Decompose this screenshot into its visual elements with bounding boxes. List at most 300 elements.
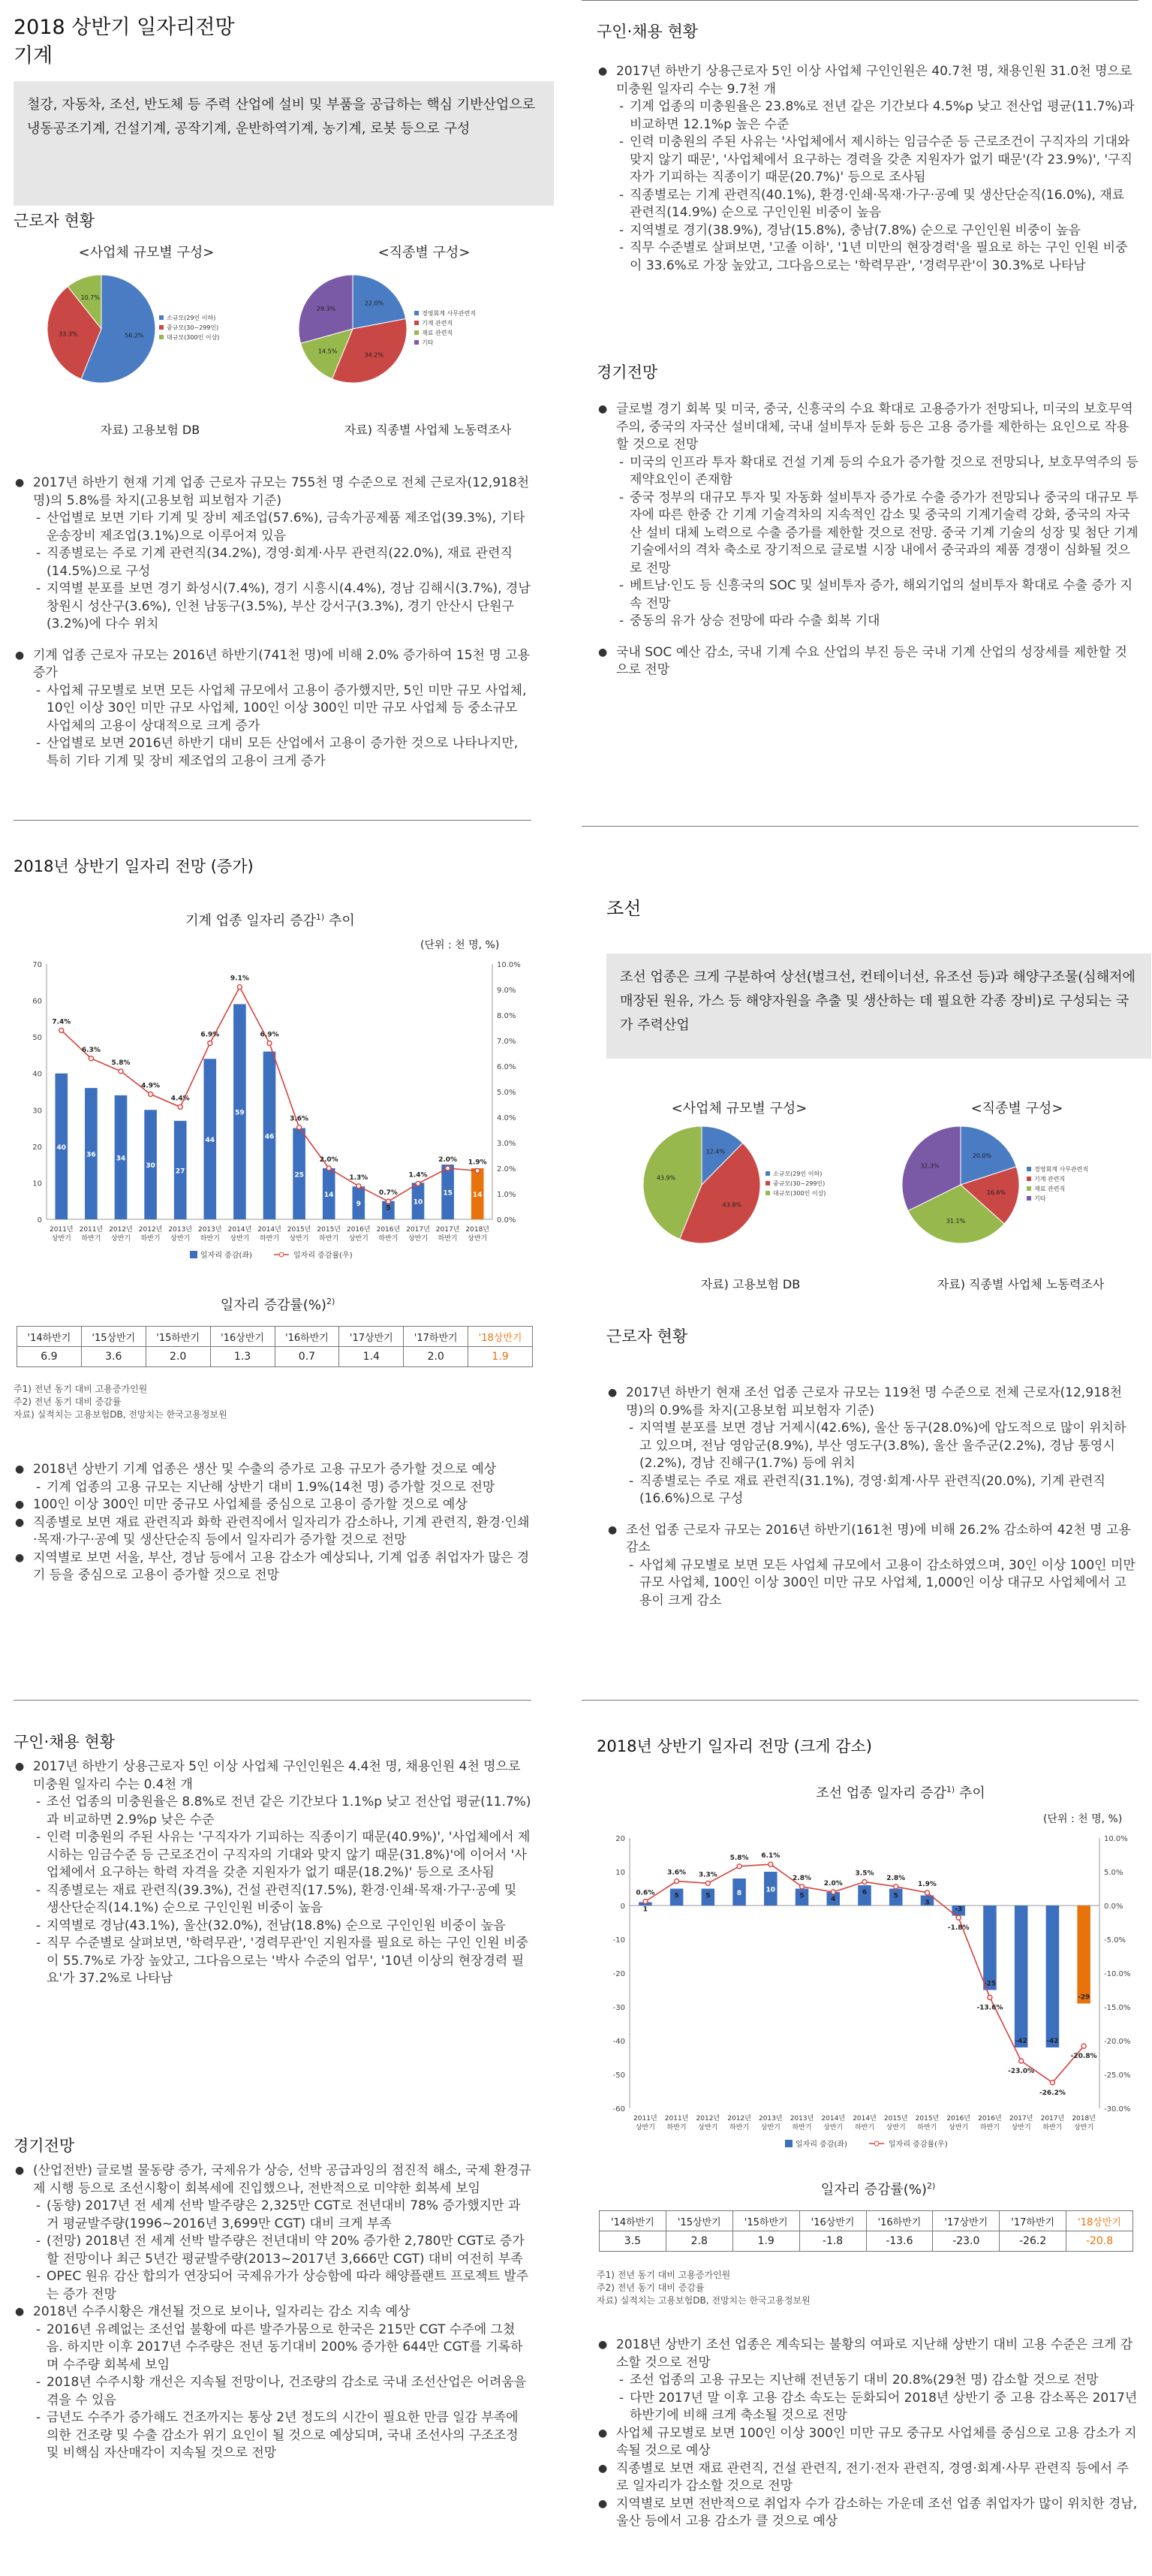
table-value-cell: 1.9 bbox=[468, 1347, 533, 1367]
x-tick-label: 2014년 bbox=[257, 1226, 281, 1234]
line-value-label: 6.9% bbox=[260, 1031, 279, 1039]
legend-line-marker bbox=[874, 2141, 879, 2146]
machinery-table-title-text: 일자리 증감률(%) bbox=[220, 1297, 326, 1313]
table-value-cell: 3.6 bbox=[81, 1347, 146, 1367]
y-tick-left: -10 bbox=[612, 1936, 625, 1945]
ship-chart-title-suffix: 추이 bbox=[955, 1785, 985, 1801]
bar-value-label: 44 bbox=[205, 1137, 215, 1145]
line-value-label: -20.8% bbox=[1070, 2053, 1097, 2061]
y-tick-right: 4.0% bbox=[497, 1114, 516, 1122]
x-tick-label: 상반기 bbox=[1074, 2124, 1094, 2132]
legend-bar-label: 일자리 증감(좌) bbox=[796, 2141, 847, 2149]
line-value-label: 6.1% bbox=[761, 1852, 781, 1860]
machinery-workers-list bbox=[14, 475, 531, 770]
bar-value-label: 5 bbox=[705, 1892, 711, 1900]
line-point bbox=[446, 1166, 450, 1170]
list-item: - 직종별로는 주로 기계 관련직(34.2%), 경영·회계·사무 관련직(22.0%), 재료 관련직(14.5%)으로 구성 bbox=[14, 545, 531, 580]
line-value-label: 1.4% bbox=[408, 1171, 428, 1180]
table-value-cell: 2.0 bbox=[146, 1347, 210, 1367]
legend-line-marker bbox=[279, 1252, 284, 1257]
x-tick-label: 하반기 bbox=[319, 1235, 339, 1243]
y-tick-right: 9.0% bbox=[497, 987, 516, 995]
y-tick-left: 60 bbox=[32, 997, 42, 1006]
machinery-chart-title bbox=[90, 910, 450, 929]
y-tick-left: 70 bbox=[32, 961, 42, 969]
footnote: 자료) 실적치는 고용보험DB, 전망치는 한국고용정보원 bbox=[14, 1409, 227, 1420]
line-point bbox=[297, 1125, 302, 1130]
table-header-cell: '15하반기 bbox=[732, 2211, 799, 2231]
line-point bbox=[59, 1028, 64, 1032]
ship-pie1-title: <사업체 규모별 구성> bbox=[671, 1101, 808, 1116]
x-tick-label: 2015년 bbox=[915, 2115, 940, 2123]
y-tick-right: 10.0% bbox=[1104, 1835, 1128, 1843]
table-value-cell: 0.7 bbox=[275, 1347, 339, 1367]
legend-label: 재료 관련직 bbox=[1034, 1186, 1066, 1192]
x-tick-label: 상반기 bbox=[760, 2124, 781, 2132]
bar-value-label: 36 bbox=[86, 1151, 96, 1159]
table-value-cell: -20.8 bbox=[1066, 2231, 1133, 2252]
machinery-size-pie-chart bbox=[30, 269, 278, 396]
ship-intro-box bbox=[606, 954, 1151, 1059]
legend-line-label: 일자리 증감률(우) bbox=[293, 1252, 353, 1260]
bar-value-label: 5 bbox=[386, 1204, 391, 1213]
bar-value-label: 5 bbox=[799, 1892, 805, 1900]
table-value-cell: 1.4 bbox=[339, 1347, 404, 1367]
list-item: - 다만 2017년 말 이후 고용 감소 속도는 둔화되어 2018년 상반기 중 고용 감소폭은 2017년 하반기에 비해 크게 축소될 것으로 전망 bbox=[597, 2390, 1138, 2425]
list-item: - 지역별 분포를 보면 경남 거제시(42.6%), 울산 동구(28.0%)에 압도적으로 많이 위치하고 있으며, 전남 영암군(8.9%), 부산 영도구(3.8%), 울산 울주군(2.2%), 경남 통영시(2.2%), 경남 진해구(1.7%) 등에 위치 bbox=[606, 1420, 1135, 1473]
x-tick-label: 하반기 bbox=[666, 2124, 687, 2132]
list-item: ● 2017년 하반기 상용근로자 5인 이상 사업체 구인인원은 40.7천 명, 채용인원 31.0천 명으로 미충원 일자리 수는 9.7천 개 bbox=[597, 63, 1138, 98]
line-point bbox=[956, 1915, 961, 1920]
y-tick-right: 8.0% bbox=[497, 1012, 516, 1020]
legend-label: 기타 bbox=[422, 339, 434, 346]
machinery-rate-table bbox=[17, 1326, 533, 1367]
machinery-employment-chart bbox=[14, 955, 531, 1285]
list-item: - 기계 업종의 미충원율은 23.8%로 전년 같은 기간보다 4.5%p 낮고 전산업 평균(11.7%)과 비교하면 12.1%p 높은 수준 bbox=[597, 98, 1138, 134]
legend-label: 중규모(30~299인) bbox=[773, 1180, 826, 1187]
footnote: 주2) 전년 동기 대비 증감률 bbox=[597, 2282, 705, 2293]
legend-bar-label: 일자리 증감(좌) bbox=[200, 1252, 252, 1260]
list-item: - 지역별 분포를 보면 경기 화성시(7.4%), 경기 시흥시(4.4%), 경남 김해시(3.7%), 경남 창원시 성산구(3.6%), 인천 남동구(3.5%), 부산 강서구(3.3%), 경기 안산시 단원구(3.2%)에 다수 위치 bbox=[14, 580, 531, 634]
list-item: ● 기계 업종 근로자 규모는 2016년 하반기(741천 명)에 비해 2.0% 증가하여 15천 명 고용 증가 bbox=[14, 647, 531, 682]
table-header-cell: '17상반기 bbox=[933, 2211, 1000, 2231]
footnote: 자료) 실적치는 고용보험DB, 전망치는 한국고용정보원 bbox=[597, 2295, 811, 2306]
y-tick-left: 0 bbox=[620, 1903, 625, 1911]
x-tick-label: 2016년 bbox=[346, 1226, 371, 1234]
legend-swatch bbox=[159, 335, 164, 339]
chart-footnote-mark: 1) bbox=[315, 912, 325, 922]
list-item: - 2016년 유례없는 조선업 불황에 따른 발주가뭄으로 한국은 215만 CGT 수주에 그쳤음. 하지만 이후 2017년 수주량은 전년 동기대비 200% 증가한 644만 CGT를 기록하며 수주량 회복세 보임 bbox=[14, 2321, 531, 2375]
ship-pie2-source: 자료) 직종별 사업체 노동력조사 bbox=[937, 1277, 1105, 1291]
line-value-label: 1.3% bbox=[349, 1174, 368, 1182]
table-header-cell: '16하반기 bbox=[866, 2211, 933, 2231]
line-point bbox=[925, 1891, 929, 1895]
x-tick-label: 상반기 bbox=[289, 1235, 309, 1243]
table-header-cell: '15상반기 bbox=[666, 2211, 732, 2231]
table-header-cell: '18상반기 bbox=[468, 1327, 533, 1347]
footnote: 주2) 전년 동기 대비 증감률 bbox=[14, 1396, 122, 1407]
bar-value-label: 9 bbox=[356, 1201, 361, 1209]
pie-slice-label: 10.7% bbox=[80, 294, 101, 301]
y-tick-left: 20 bbox=[615, 1835, 625, 1843]
y-tick-left: 20 bbox=[32, 1143, 42, 1152]
pie-slice-label: 20.0% bbox=[972, 1152, 992, 1159]
legend-swatch bbox=[1027, 1167, 1031, 1171]
x-tick-label: 2011년 bbox=[49, 1226, 74, 1234]
bar bbox=[1015, 1906, 1028, 2047]
ship-workers-heading: 근로자 현황 bbox=[606, 1327, 688, 1345]
legend-label: 기계 관련직 bbox=[1034, 1176, 1066, 1183]
y-tick-left: -50 bbox=[612, 2071, 625, 2080]
line-point bbox=[356, 1184, 361, 1189]
bar-value-label: -42 bbox=[1015, 2038, 1027, 2045]
list-item: ● (산업전반) 글로벌 물동량 증가, 국제유가 상승, 선박 공급과잉의 점진적 해소, 국제 환경규제 시행 등으로 조선시황이 회복세에 진입했으나, 전반적으로 미약한 회복세 보임 bbox=[14, 2162, 531, 2198]
machinery-econ-heading: 경기전망 bbox=[597, 363, 658, 381]
ship-workers-list bbox=[606, 1384, 1135, 1610]
list-item: - 직무 수준별로 살펴보면, '학력무관', '경력무관'인 지원자를 필요로 하는 구인 인원 비중이 55.7%로 가장 높았고, 그다음으로는 '박사 수준의 업무', '10년 이상의 현장경력 필요'가 37.2%로 나타남 bbox=[14, 1935, 531, 1988]
ship-hiring-list bbox=[14, 1758, 531, 1988]
list-item: - 인력 미충원의 주된 사유는 '사업체에서 제시하는 임금수준 등 근로조건이 구직자의 기대와 맞지 않기 때문', '사업체에서 요구하는 경력을 갖춘 지원자가 없기 때문'(각 23.9%)', '구직자가 기피하는 직종이기 때문(20.7%)' 등으로 조사됨 bbox=[597, 134, 1138, 187]
table-value-cell: 6.9 bbox=[17, 1347, 82, 1367]
ship-hiring-heading: 구인·채용 현황 bbox=[14, 1733, 116, 1751]
line-point bbox=[769, 1862, 773, 1866]
bar-value-label: 10 bbox=[413, 1198, 423, 1207]
ship-chart-title bbox=[720, 1782, 1081, 1802]
bar-value-label: 5 bbox=[893, 1892, 898, 1900]
x-tick-label: 상반기 bbox=[949, 2124, 969, 2132]
table-header-cell: '15하반기 bbox=[146, 1327, 210, 1347]
y-tick-right: 6.0% bbox=[497, 1063, 516, 1071]
pie-slice-label: 33.3% bbox=[59, 330, 78, 338]
line-point bbox=[1050, 2080, 1054, 2085]
chart-footnote-mark: 1) bbox=[946, 1785, 955, 1794]
x-tick-label: 2011년 bbox=[79, 1226, 104, 1234]
x-tick-label: 상반기 bbox=[1011, 2124, 1031, 2132]
y-tick-right: 2.0% bbox=[497, 1165, 516, 1174]
table-header-cell: '18상반기 bbox=[1066, 2211, 1133, 2231]
y-tick-left: -30 bbox=[612, 2004, 625, 2012]
list-item: ● 2017년 하반기 상용근로자 5인 이상 사업체 구인인원은 4.4천 명, 채용인원 4천 명으로 미충원 일자리 수는 0.4천 개 bbox=[14, 1758, 531, 1794]
bar-value-label: 3 bbox=[925, 1899, 930, 1907]
list-spacer bbox=[606, 1508, 1135, 1522]
legend-line-label: 일자리 증감률(우) bbox=[889, 2141, 948, 2149]
table-value-cell: -1.8 bbox=[799, 2231, 866, 2252]
table-header-cell: '14하반기 bbox=[600, 2211, 666, 2231]
bar-value-label: 5 bbox=[674, 1892, 679, 1900]
x-tick-label: 2016년 bbox=[978, 2115, 1002, 2123]
x-tick-label: 상반기 bbox=[823, 2124, 844, 2132]
list-item: ● 조선 업종 근로자 규모는 2016년 하반기(161천 명)에 비해 26.2% 감소하여 42천 명 고용 감소 bbox=[606, 1522, 1135, 1557]
ship-size-pie-chart bbox=[630, 1119, 878, 1254]
y-tick-left: 40 bbox=[32, 1070, 42, 1079]
line-value-label: 2.0% bbox=[438, 1156, 458, 1164]
line-value-label: 3.6% bbox=[667, 1869, 687, 1877]
legend-label: 소규모(29인 이하) bbox=[773, 1170, 823, 1177]
legend-swatch bbox=[765, 1191, 770, 1195]
bar-value-label: -25 bbox=[983, 1980, 997, 1988]
legend-swatch bbox=[1027, 1177, 1031, 1181]
legend-label: 중규모(30~299인) bbox=[167, 324, 219, 331]
x-tick-label: 2013년 bbox=[197, 1226, 222, 1234]
machinery-intro-box bbox=[14, 81, 554, 206]
x-tick-label: 상반기 bbox=[886, 2124, 906, 2132]
list-item: - 인력 미충원의 주된 사유는 '구직자가 기피하는 직종이기 때문(40.9%)', '사업체에서 제시하는 임금수준 등 근로조건이 구직자의 기대와 맞지 않기 때문(31.8%)'에 이어서 '사업체에서 요구하는 학력 자격을 갖춘 지원자가 없기 때문(18.2%)' 등으로 조사됨 bbox=[14, 1829, 531, 1882]
bar-value-label: 59 bbox=[235, 1109, 245, 1117]
table-footnote-mark: 2) bbox=[326, 1297, 335, 1306]
x-tick-label: 상반기 bbox=[635, 2124, 655, 2132]
bar-value-label: 25 bbox=[294, 1171, 304, 1180]
ship-pie2-title: <직종별 구성> bbox=[970, 1101, 1063, 1116]
x-tick-label: 2017년 bbox=[406, 1226, 430, 1234]
pie-slice-label: 14.5% bbox=[317, 348, 338, 355]
list-item: - 미국의 인프라 투자 확대로 건설 기계 등의 수요가 증가할 것으로 전망되나, 보호무역주의 등 제약요인이 존재함 bbox=[597, 454, 1138, 490]
list-item: ● 글로벌 경기 회복 및 미국, 중국, 신흥국의 수요 확대로 고용증가가 전망되나, 미국의 보호무역주의, 중국의 자국산 설비대체, 국내 설비투자 둔화 등은 고용 증가를 제한하는 요인으로 작용할 것으로 전망 bbox=[597, 401, 1138, 454]
y-tick-left: 10 bbox=[32, 1180, 42, 1189]
line-value-label: 9.1% bbox=[230, 975, 249, 983]
x-tick-label: 2015년 bbox=[287, 1226, 311, 1234]
divider bbox=[582, 0, 1138, 1]
bar-value-label: -42 bbox=[1046, 2038, 1059, 2045]
x-tick-label: 상반기 bbox=[348, 1235, 368, 1243]
list-item: - 중동의 유가 상승 전망에 따라 수출 회복 기대 bbox=[597, 613, 1138, 631]
line-point bbox=[119, 1069, 123, 1074]
machinery-chart-unit: (단위 : 천 명, %) bbox=[420, 939, 500, 951]
y-tick-right: 0.0% bbox=[497, 1216, 516, 1225]
list-item: - 직무 수준별로 살펴보면, '고졸 이하', '1년 미만의 현장경력'을 필요로 하는 구인 인원 비중이 33.6%로 가장 높았고, 그다음으로는 '학력무관', '경력무관'이 30.3%로 나타남 bbox=[597, 240, 1138, 275]
list-item: ● 사업체 규모별로 보면 100인 이상 300인 미만 규모 중규모 사업체를 중심으로 고용 감소가 지속될 것으로 예상 bbox=[597, 2425, 1138, 2460]
line-point bbox=[178, 1104, 182, 1109]
ship-econ-heading: 경기전망 bbox=[14, 2137, 75, 2155]
table-value-cell: 2.0 bbox=[404, 1347, 468, 1367]
table-header-cell: '14하반기 bbox=[17, 1327, 82, 1347]
line-point bbox=[267, 1041, 272, 1045]
bar-value-label: 27 bbox=[175, 1167, 185, 1176]
list-spacer bbox=[14, 634, 531, 647]
list-item: - 금년도 수주가 증가해도 건조까지는 통상 2년 정도의 시간이 필요한 만큼 일감 부족에 의한 건조량 및 수출 감소가 위기 요인이 될 것으로 예상되며, 국내 조선사의 구조조정 및 비핵심 자산매각이 지속될 것으로 전망 bbox=[14, 2409, 531, 2463]
table-value-cell: 2.8 bbox=[666, 2231, 732, 2252]
x-tick-label: 하반기 bbox=[854, 2124, 875, 2132]
pie-slice-label: 34.2% bbox=[364, 351, 383, 359]
x-tick-label: 2017년 bbox=[435, 1226, 460, 1234]
line-point bbox=[208, 1041, 212, 1045]
line-value-label: 1.9% bbox=[468, 1158, 487, 1167]
divider bbox=[582, 1700, 1138, 1701]
line-value-label: 3.6% bbox=[290, 1115, 309, 1123]
bar-value-label: 4 bbox=[831, 1896, 836, 1903]
pie-slice-label: 43.9% bbox=[656, 1174, 676, 1182]
bar bbox=[1046, 1906, 1060, 2047]
ship-outlook-heading: 2018년 상반기 일자리 전망 (크게 감소) bbox=[597, 1737, 872, 1755]
footnote: 주1) 전년 동기 대비 고용증가인원 bbox=[597, 2270, 731, 2280]
x-tick-label: 2011년 bbox=[664, 2115, 689, 2123]
line-point bbox=[988, 1995, 992, 1999]
line-value-label: -13.6% bbox=[976, 2004, 1003, 2012]
y-tick-left: -60 bbox=[612, 2105, 625, 2114]
x-tick-label: 2012년 bbox=[109, 1226, 133, 1234]
ship-chart-unit: (단위 : 천 명, %) bbox=[1043, 1813, 1123, 1825]
line-value-label: 2.8% bbox=[793, 1874, 812, 1882]
legend-swatch bbox=[1027, 1186, 1031, 1191]
table-footnote-mark: 2) bbox=[926, 2181, 936, 2191]
x-tick-label: 2015년 bbox=[883, 2115, 908, 2123]
ship-rate-table bbox=[599, 2210, 1133, 2252]
y-tick-right: 5.0% bbox=[1104, 1869, 1123, 1877]
line-value-label: 2.0% bbox=[823, 1880, 843, 1888]
x-tick-label: 2012년 bbox=[696, 2115, 720, 2123]
pie-slice-label: 16.6% bbox=[986, 1189, 1006, 1196]
machinery-pie2-source: 자료) 직종별 사업체 노동력조사 bbox=[344, 423, 512, 437]
line-value-label: 4.4% bbox=[170, 1095, 190, 1103]
line-point bbox=[675, 1879, 679, 1884]
line-value-label: -26.2% bbox=[1039, 2089, 1066, 2097]
footnote: 주1) 전년 동기 대비 고용증가인원 bbox=[14, 1384, 148, 1394]
x-tick-label: 2012년 bbox=[727, 2115, 751, 2123]
x-tick-label: 상반기 bbox=[110, 1235, 131, 1243]
machinery-econ-list bbox=[597, 401, 1138, 679]
line-point bbox=[1019, 2059, 1024, 2063]
x-tick-label: 하반기 bbox=[81, 1235, 101, 1243]
bar-value-label: 34 bbox=[116, 1155, 126, 1163]
line-point bbox=[705, 1881, 710, 1885]
machinery-notes bbox=[14, 1383, 464, 1421]
bar bbox=[983, 1906, 997, 1990]
list-item: - 직종별로는 재료 관련직(39.3%), 건설 관련직(17.5%), 환경·인쇄·목재·가구·공예 및 생산단순직(14.1%) 순으로 구인인원 비중이 높음 bbox=[14, 1882, 531, 1918]
table-value-cell: -26.2 bbox=[1000, 2231, 1066, 2252]
y-tick-right: 5.0% bbox=[497, 1089, 516, 1097]
y-tick-left: 50 bbox=[32, 1034, 42, 1043]
x-tick-label: 하반기 bbox=[917, 2124, 937, 2132]
ship-econ-list bbox=[14, 2162, 531, 2463]
bar-value-label: 30 bbox=[146, 1162, 155, 1170]
machinery-hiring-heading: 구인·채용 현황 bbox=[597, 23, 699, 41]
y-tick-left: 10 bbox=[615, 1869, 625, 1877]
list-item: - 사업체 규모별로 보면 모든 사업체 규모에서 고용이 감소하였으며, 30인 이상 100인 미만 규모 사업체, 100인 이상 300인 미만 규모 사업체, 1,000인 이상 대규모 사업체에서 고용이 크게 감소 bbox=[606, 1557, 1135, 1610]
table-value-cell: -13.6 bbox=[866, 2231, 933, 2252]
line-point bbox=[737, 1864, 741, 1869]
machinery-pie1-title: <사업체 규모별 구성> bbox=[78, 245, 215, 261]
line-value-label: 3.5% bbox=[855, 1869, 874, 1878]
section-title-machinery: 기계 bbox=[14, 44, 53, 68]
list-item: - 기계 업종의 고용 규모는 지난해 상반기 대비 1.9%(14천 명) 증가할 것으로 전망 bbox=[14, 1479, 531, 1497]
pie-slice-label: 43.8% bbox=[722, 1201, 742, 1209]
y-tick-right: -5.0% bbox=[1104, 1936, 1126, 1945]
list-item: - 2018년 수주시황 개선은 지속될 전망이나, 건조량의 감소로 국내 조선산업은 어려움을 겪을 수 있음 bbox=[14, 2374, 531, 2409]
y-tick-right: -25.0% bbox=[1104, 2071, 1131, 2080]
machinery-table-title bbox=[173, 1294, 383, 1314]
line-value-label: 5.8% bbox=[729, 1854, 749, 1862]
pie-slice-label: 22.0% bbox=[364, 300, 384, 307]
x-tick-label: 2012년 bbox=[138, 1226, 163, 1234]
x-tick-label: 상반기 bbox=[230, 1235, 250, 1243]
section-title-shipbuilding: 조선 bbox=[606, 898, 642, 919]
line-value-label: 6.9% bbox=[200, 1031, 220, 1039]
y-tick-right: 0.0% bbox=[1104, 1903, 1123, 1911]
line-value-label: 5.8% bbox=[111, 1059, 131, 1067]
bar-value-label: 8 bbox=[736, 1890, 742, 1897]
table-value-cell: 3.5 bbox=[600, 2231, 666, 2252]
ship-table-title bbox=[765, 2179, 991, 2198]
x-tick-label: 2014년 bbox=[853, 2115, 877, 2123]
list-item: - 산업별로 보면 2016년 하반기 대비 모든 산업에서 고용이 증가한 것으로 나타나지만, 특히 기타 기계 및 장비 제조업의 고용이 크게 증가 bbox=[14, 735, 531, 770]
list-item: - 산업별로 보면 기타 기계 및 장비 제조업(57.6%), 금속가공제품 제조업(39.3%), 기타 운송장비 제조업(3.1%)으로 이루어져 있음 bbox=[14, 510, 531, 545]
x-tick-label: 2011년 bbox=[633, 2115, 657, 2123]
x-tick-label: 2016년 bbox=[946, 2115, 971, 2123]
line-point bbox=[149, 1092, 153, 1096]
table-value-cell: 1.3 bbox=[210, 1347, 275, 1367]
line-point bbox=[237, 985, 242, 990]
y-tick-right: -10.0% bbox=[1104, 1970, 1131, 1978]
line-value-label: 3.3% bbox=[698, 1871, 717, 1879]
list-item: - 조선 업종의 미충원율은 8.8%로 전년 같은 기간보다 1.1%p 낮고 전산업 평균(11.7%)과 비교하면 2.9%p 낮은 수준 bbox=[14, 1794, 531, 1829]
y-tick-right: -30.0% bbox=[1104, 2105, 1131, 2114]
x-tick-label: 하반기 bbox=[438, 1235, 458, 1243]
bar-value-label: 14 bbox=[323, 1192, 334, 1199]
line-value-label: -23.0% bbox=[1008, 2068, 1035, 2075]
pie-slice-label: 12.4% bbox=[705, 1148, 726, 1155]
legend-label: 대규모(300인 이상) bbox=[167, 334, 220, 341]
x-tick-label: 하반기 bbox=[378, 1235, 399, 1243]
x-tick-label: 2016년 bbox=[376, 1226, 401, 1234]
y-tick-right: 10.0% bbox=[497, 961, 521, 969]
legend-swatch bbox=[414, 321, 419, 325]
x-tick-label: 하반기 bbox=[200, 1235, 220, 1243]
x-tick-label: 2013년 bbox=[790, 2115, 814, 2123]
x-tick-label: 상반기 bbox=[408, 1235, 429, 1243]
ship-table-title-text: 일자리 증감률(%) bbox=[820, 2182, 927, 2198]
machinery-outlook-list bbox=[14, 1461, 531, 1585]
list-spacer bbox=[597, 631, 1138, 644]
ship-notes bbox=[597, 2269, 1047, 2307]
bar-value-label: -3 bbox=[955, 1906, 963, 1914]
x-tick-label: 하반기 bbox=[792, 2124, 812, 2132]
pie-slice-label: 32.3% bbox=[920, 1162, 940, 1170]
divider bbox=[582, 826, 1138, 827]
list-item: ● 직종별로 보면 재료 관련직, 건설 관련직, 전기·전자 관련직, 경영·회계·사무 관련직 등에서 주로 일자리가 감소할 것으로 전망 bbox=[597, 2460, 1138, 2496]
x-tick-label: 상반기 bbox=[51, 1235, 71, 1243]
legend-swatch bbox=[1027, 1196, 1031, 1201]
x-tick-label: 2015년 bbox=[317, 1226, 341, 1234]
table-header-cell: '16상반기 bbox=[799, 2211, 866, 2231]
y-tick-right: 7.0% bbox=[497, 1038, 516, 1046]
line-point bbox=[416, 1181, 420, 1186]
list-item: - 사업체 규모별로 보면 모든 사업체 규모에서 고용이 증가했지만, 5인 미만 규모 사업체, 10인 이상 30인 미만 규모 사업체, 100인 이상 300인 미만 규모 사업체 등 중소규모 사업체의 고용이 상대적으로 크게 증가 bbox=[14, 682, 531, 736]
line-point bbox=[1081, 2044, 1086, 2048]
machinery-job-pie-chart bbox=[270, 269, 525, 396]
list-item: ● 직종별로 보면 재료 관련직과 화학 관련직에서 일자리가 감소하나, 기계 관련직, 환경·인쇄·목재·가구·공예 및 생산단순직 등에서 일자리가 증가할 것으로 전망 bbox=[14, 1514, 531, 1550]
pie-slice-label: 56.2% bbox=[125, 332, 144, 339]
bar-value-label: 1 bbox=[642, 1906, 648, 1914]
y-tick-left: -20 bbox=[612, 1970, 625, 1978]
machinery-intro-text: 철강, 자동차, 조선, 반도체 등 주력 산업에 설비 및 부품을 공급하는 핵심 기반산업으로 냉동공조기계, 건설기계, 공작기계, 운반하역기계, 농기계, 로봇 등으로 구성 bbox=[27, 97, 536, 137]
x-tick-label: 2018년 bbox=[1072, 2115, 1096, 2123]
line-value-label: 0.6% bbox=[636, 1889, 655, 1897]
legend-label: 경영회계 사무관련직 bbox=[422, 310, 477, 317]
line-point bbox=[386, 1199, 390, 1204]
ship-chart-title-text: 조선 업종 일자리 증감 bbox=[816, 1785, 946, 1801]
list-item: - 지역별로 경남(43.1%), 울산(32.0%), 전남(18.8%) 순으로 구인인원 비중이 높음 bbox=[14, 1918, 531, 1936]
y-tick-right: -15.0% bbox=[1104, 2004, 1131, 2012]
machinery-chart-title-text: 기계 업종 일자리 증감 bbox=[185, 913, 316, 929]
table-value-cell: -23.0 bbox=[933, 2231, 1000, 2252]
legend-swatch bbox=[159, 325, 164, 330]
list-item: - (전망) 2018년 전 세계 선박 발주량은 전년대비 약 20% 증가한 2,780만 CGT로 증가할 전망이나 최근 5년간 평균발주량(2013~2017년 3,666만 CGT) 대비 여전히 부족 bbox=[14, 2233, 531, 2268]
bar-value-label: 6 bbox=[862, 1889, 868, 1897]
bar-value-label: 10 bbox=[765, 1886, 776, 1894]
machinery-outlook-heading: 2018년 상반기 일자리 전망 (증가) bbox=[14, 857, 254, 875]
line-point bbox=[89, 1056, 93, 1061]
list-item: ● 지역별로 보면 전반적으로 취업자 수가 감소하는 가운데 조선 업종 취업자가 많이 위치한 경남, 울산 등에서 고용 감소가 클 것으로 예상 bbox=[597, 2496, 1138, 2531]
ship-employment-chart bbox=[597, 1829, 1138, 2174]
